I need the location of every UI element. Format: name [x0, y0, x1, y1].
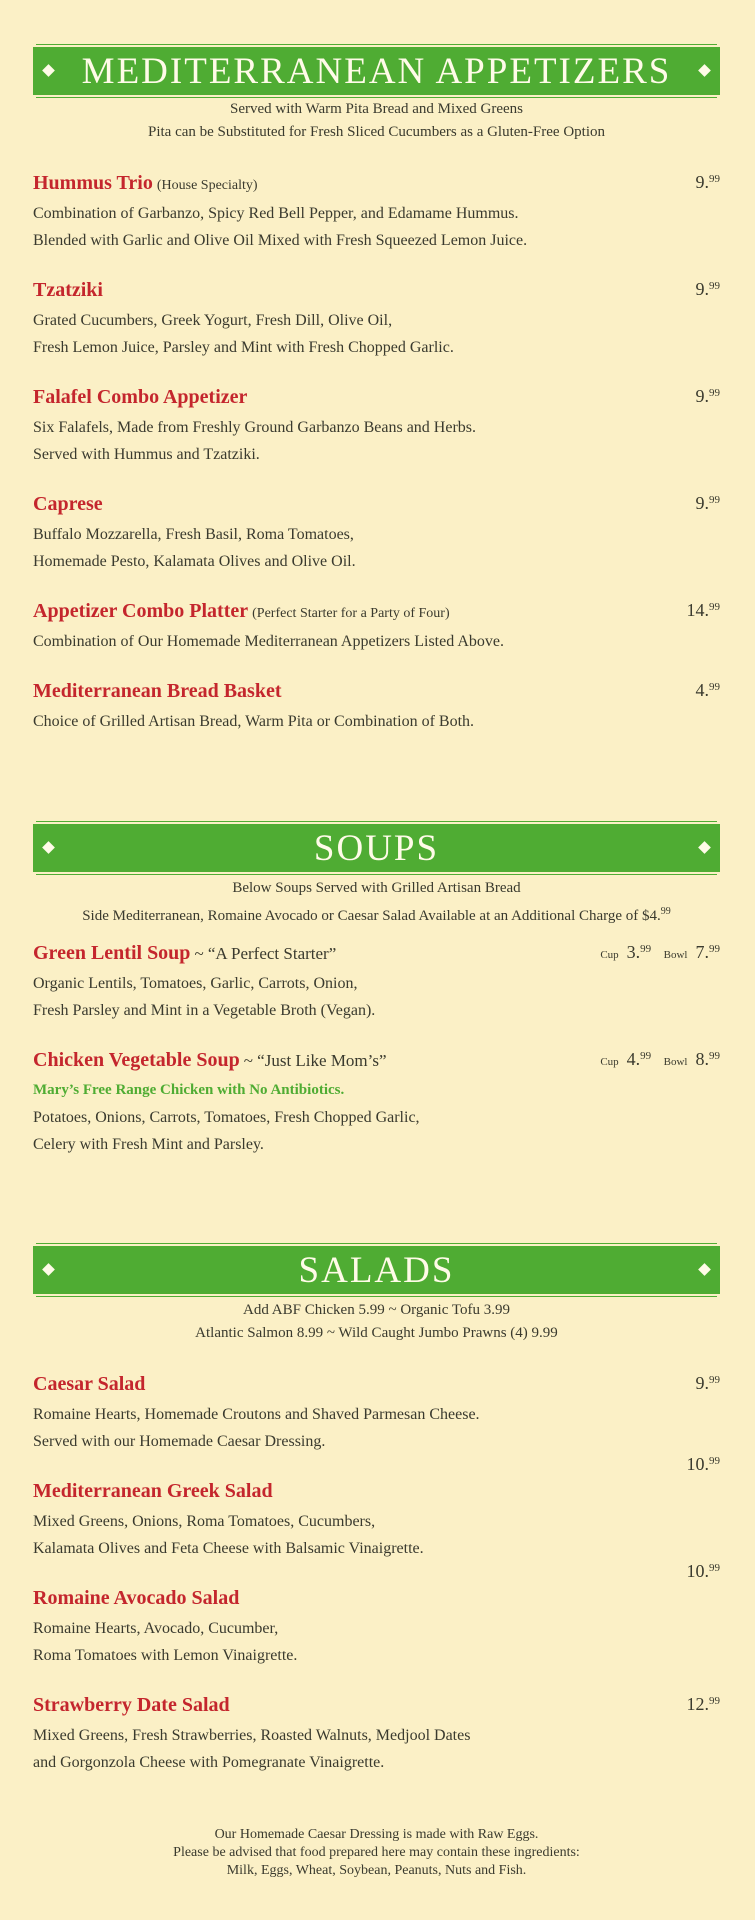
menu-item	[33, 493, 720, 575]
item-description: Romaine Hearts, Homemade Croutons and Shaved Parmesan Cheese.	[33, 1406, 480, 1423]
item-price: 9.99	[695, 1373, 720, 1393]
menu-item	[33, 680, 720, 735]
item-description: Fresh Parsley and Mint in a Vegetable Broth (Vegan).	[33, 1002, 376, 1019]
item-name: Tzatziki	[33, 279, 103, 301]
item-name: Chicken Vegetable Soup	[33, 1049, 240, 1071]
soups-intro	[33, 877, 720, 928]
item-subnote: Mary’s Free Range Chicken with No Antibiotics.	[33, 1082, 345, 1098]
cup-label: Cup	[600, 949, 619, 961]
bowl-label: Bowl	[663, 949, 688, 961]
menu-item	[33, 942, 720, 1024]
item-tagline: ~ “Just Like Mom’s”	[243, 1051, 387, 1070]
item-description: Blended with Garlic and Olive Oil Mixed with Fresh Squeezed Lemon Juice.	[33, 232, 528, 249]
appetizers-intro	[33, 98, 720, 144]
footer-line: Please be advised that food prepared here may contain these ingredients:	[173, 1845, 580, 1860]
item-description: Served with our Homemade Caesar Dressing.	[33, 1433, 326, 1450]
item-price: 4.99	[695, 680, 720, 700]
item-description: Six Falafels, Made from Freshly Ground Garbanzo Beans and Herbs.	[33, 419, 477, 436]
salads-intro	[33, 1299, 720, 1345]
item-price: 14.99	[686, 600, 720, 620]
item-name: Mediterranean Bread Basket	[33, 680, 282, 702]
intro-line: Atlantic Salmon 8.99 ~ Wild Caught Jumbo Prawns (4) 9.99	[195, 1325, 558, 1341]
item-name: Strawberry Date Salad	[33, 1694, 230, 1716]
item-price: 10.99	[686, 1454, 720, 1474]
item-note: (Perfect Starter for a Party of Four)	[252, 606, 450, 621]
footer-line: Milk, Eggs, Wheat, Soybean, Peanuts, Nuts and Fish.	[226, 1863, 527, 1878]
item-description: and Gorgonzola Cheese with Pomegranate Vinaigrette.	[33, 1754, 385, 1771]
diamond-icon	[698, 841, 711, 854]
intro-line: Add ABF Chicken 5.99 ~ Organic Tofu 3.99	[243, 1302, 510, 1318]
menu-item	[33, 1694, 720, 1776]
item-price: 9.99	[695, 386, 720, 406]
menu-item	[33, 1561, 720, 1669]
item-name: Caesar Salad	[33, 1373, 146, 1395]
item-description: Kalamata Olives and Feta Cheese with Balsamic Vinaigrette.	[33, 1540, 424, 1557]
item-name: Romaine Avocado Salad	[33, 1587, 240, 1609]
item-description: Celery with Fresh Mint and Parsley.	[33, 1136, 264, 1153]
item-description: Grated Cucumbers, Greek Yogurt, Fresh Dill, Olive Oil,	[33, 312, 393, 329]
menu-item	[33, 1454, 720, 1562]
item-description: Served with Hummus and Tzatziki.	[33, 446, 260, 463]
item-name: Hummus Trio	[33, 172, 153, 194]
intro-line: Served with Warm Pita Bread and Mixed Greens	[229, 101, 524, 117]
item-description: Fresh Lemon Juice, Parsley and Mint with Fresh Chopped Garlic.	[33, 339, 454, 356]
item-price: Cup 4.99 Bowl 8.99	[600, 1049, 720, 1069]
item-note: (House Specialty)	[156, 178, 258, 193]
footer-line: Our Homemade Caesar Dressing is made with Raw Eggs.	[214, 1827, 539, 1842]
item-name: Mediterranean Greek Salad	[33, 1480, 273, 1502]
item-description: Homemade Pesto, Kalamata Olives and Olive Oil.	[33, 553, 356, 570]
menu-item	[33, 172, 720, 254]
menu-item	[33, 600, 720, 655]
item-description: Potatoes, Onions, Carrots, Tomatoes, Fresh Chopped Garlic,	[33, 1109, 420, 1126]
item-description: Combination of Our Homemade Mediterranean Appetizers Listed Above.	[33, 633, 504, 650]
section-title: SALADS	[298, 1249, 455, 1291]
item-price: Cup 3.99 Bowl 7.99	[600, 942, 720, 962]
item-description: Roma Tomatoes with Lemon Vinaigrette.	[33, 1647, 298, 1664]
item-price: 12.99	[686, 1694, 720, 1714]
item-description: Combination of Garbanzo, Spicy Red Bell Pepper, and Edamame Hummus.	[33, 205, 519, 222]
item-price: 9.99	[695, 172, 720, 192]
bowl-label: Bowl	[663, 1056, 688, 1068]
item-name: Caprese	[33, 493, 103, 515]
item-description: Mixed Greens, Fresh Strawberries, Roasted Walnuts, Medjool Dates	[33, 1727, 471, 1744]
item-name: Green Lentil Soup	[33, 942, 191, 964]
menu-item	[33, 279, 720, 361]
diamond-icon	[42, 841, 55, 854]
item-price: 9.99	[695, 493, 720, 513]
diamond-icon	[42, 64, 55, 77]
item-description: Mixed Greens, Onions, Roma Tomatoes, Cucumbers,	[33, 1513, 376, 1530]
allergen-notice	[33, 1826, 720, 1880]
section-title: MEDITERRANEAN APPETIZERS	[81, 50, 672, 92]
item-name: Appetizer Combo Platter	[33, 600, 249, 622]
item-price: 10.99	[686, 1561, 720, 1581]
item-description: Romaine Hearts, Avocado, Cucumber,	[33, 1620, 279, 1637]
item-description: Buffalo Mozzarella, Fresh Basil, Roma Tomatoes,	[33, 526, 354, 543]
intro-line: Below Soups Served with Grilled Artisan Bread	[232, 880, 521, 896]
cup-label: Cup	[600, 1056, 619, 1068]
item-name: Falafel Combo Appetizer	[33, 386, 248, 408]
menu-item	[33, 1373, 720, 1455]
menu-item	[33, 386, 720, 468]
item-description: Choice of Grilled Artisan Bread, Warm Pita or Combination of Both.	[33, 713, 475, 730]
intro-line: Side Mediterranean, Romaine Avocado or Caesar Salad Available at an Additional Charge of $4.	[82, 908, 661, 924]
salads-banner	[33, 1246, 720, 1294]
appetizers-banner	[33, 47, 720, 95]
diamond-icon	[698, 64, 711, 77]
diamond-icon	[698, 1263, 711, 1276]
intro-cents: 99	[660, 906, 671, 917]
diamond-icon	[42, 1263, 55, 1276]
section-title: SOUPS	[313, 827, 440, 869]
soups-banner	[33, 824, 720, 872]
intro-line-container	[33, 900, 720, 928]
item-description: Organic Lentils, Tomatoes, Garlic, Carrots, Onion,	[33, 975, 358, 992]
item-tagline: ~ “A Perfect Starter”	[194, 944, 337, 963]
item-price: 9.99	[695, 279, 720, 299]
menu-item	[33, 1049, 720, 1158]
intro-line: Pita can be Substituted for Fresh Sliced Cucumbers as a Gluten-Free Option	[148, 124, 605, 140]
